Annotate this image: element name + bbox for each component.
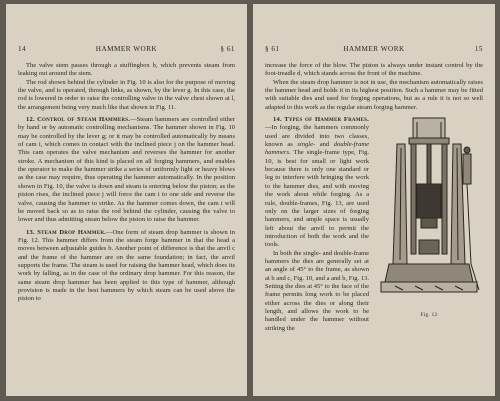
steam-drop-hammer-illustration	[375, 114, 483, 310]
page-number: 15	[474, 45, 483, 53]
section-mark: § 61	[265, 45, 280, 53]
figure-12	[375, 114, 483, 319]
section-13	[18, 229, 235, 304]
page-number: 14	[18, 45, 27, 53]
running-head-right	[265, 45, 483, 57]
section-mark: § 61	[220, 45, 235, 53]
section-heading: 13. Steam Drop Hammer.	[26, 228, 107, 236]
section-body: —Steam hammers are controlled either by hand or by automatic controlling mechanisms. The hammer shown in Fig. 10 may be controlled by the lever g; or it may be controlled automatically by means of cam i, which comes in contact with the inclined piece j on the hammer head. This cam operates the valve mechanism and reverses the hammer for another stroke. A mechanism of this kind is placed on all forging hammers, and enables the operator to make the hammer strike a series of uniformly light or heavy blows as the case may require, thus operating the hammer automatically. In the position shown in Fig. 10, the valve is down and steam is entering below the piston; as the piston rises, the inclined piece j will force the cam i to one side and reverse the valve, causing the hammer to strike. As the hammer comes down, the cam i will be moved back so as to raise the rod behind the cylinder, causing the valve to lower and thus admitting steam below the piston to raise the hammer.	[18, 116, 235, 224]
italic-term: single-	[297, 141, 316, 149]
section-body: —One form of steam drop hammer is shown in Fig. 12. This hammer differs from the steam forge hammer in that the head a moves between adjustable guides b. Another point of difference is that the anvil c and the frame of the hammer are on the same foundation; in fact, the anvil supports the frame. The steam is used for raising the hammer head, which does its work by falling, as in the case of the ordinary drop hammer. For this reason, the same steam drop hammer has been applied to this type of hammer, although provision is made in the best hammers by which steam can be used above the piston to	[18, 228, 235, 303]
section-body: . The single-frame type, Fig. 10, is best for small or light work because there is only one standard or leg to interfere with bringing the work to the hammer dies, and with moving the work about while forging. As a rule, double-frames, Fig. 13, are used only on the larger sizes of forging hammers, and ample space is usually left about the anvil to permit the introduction of both the work and the tools.	[265, 149, 369, 249]
section-heading: 12. Control of Steam Hammers.	[26, 116, 131, 124]
section-12	[18, 116, 235, 224]
italic-term: double-frame hammers	[265, 141, 369, 157]
figure-caption: Fig. 12	[420, 312, 438, 319]
running-title: HAMMER WORK	[95, 45, 158, 53]
right-page	[253, 4, 495, 396]
right-body-text	[265, 62, 483, 333]
left-body-text	[18, 62, 235, 304]
running-head-left	[18, 45, 235, 57]
section-heading: 14. Types of Hammer Frames.	[273, 116, 369, 124]
left-page	[6, 4, 247, 396]
section-body: and	[315, 141, 334, 149]
running-title: HAMMER WORK	[343, 45, 405, 53]
paragraph: In both the single- and double-frame hammers the dies are generally set at an angle of 45° to the frame, as shown at b and c, Fig. 10, and a and b, Fig. 13. Setting the dies at 45° to the face of the frame permits long work to be placed either across the dies or along their length, and allows the work to be handled under the hammer without striking the	[265, 249, 369, 332]
paragraph: The rod shown behind the cylinder in Fig. 10 is also for the purpose of moving the valve, and is operated, through links, as shown, by the lever g. In this case, the rod is lowered in order to raise the controlling valve in the valve chest shown at l, the arrangement being very much like that shown in Fig. 11.	[18, 78, 235, 111]
paragraph: The valve stem passes through a stuffingbox b, which prevents steam from leaking out around the stem.	[18, 62, 235, 78]
section-body: —In forging, the hammers commonly used are divided into two classes, known as	[265, 124, 369, 149]
paragraph: When the steam drop hammer is not in use, the mechanism automatically raises the hammer head and holds it in its highest position. Such a hammer may be fitted with suitable dies and used for forging operations, but as a rule it is not so well adapted to this work as the regular steam forging hammer.	[265, 78, 483, 111]
paragraph: increase the force of the blow. The piston is always under instant control by the foot-treadle d, which stands across the front of the machine.	[265, 62, 483, 78]
